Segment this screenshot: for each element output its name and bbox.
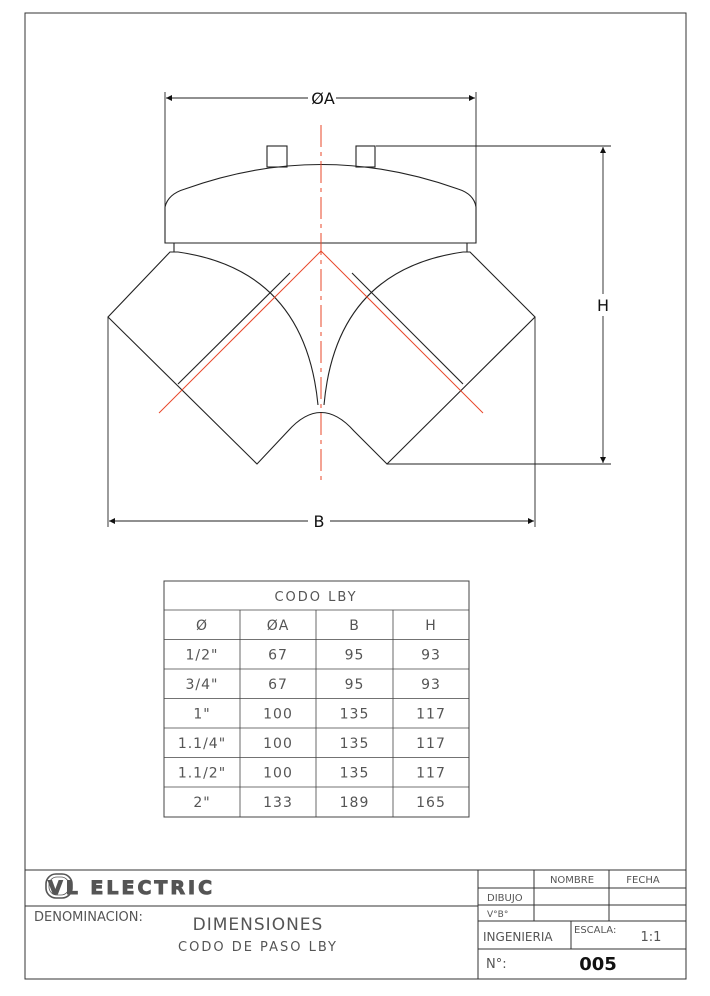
table-cell: 1" [193,706,211,723]
dim-a-label: ØA [311,89,335,108]
dimensions [108,92,611,527]
table-cell: 95 [344,676,365,693]
dibujo-label: DIBUJO [487,893,523,904]
table-cell: 135 [339,706,370,723]
fecha-label: FECHA [626,875,660,886]
cover-neck-right [463,243,467,252]
logo-text: VL ELECTRIC [48,877,216,899]
table-cell: 93 [421,647,441,664]
table-header-cell: ØA [266,617,290,634]
table-cell: 117 [416,765,446,782]
numero-label: N°: [486,957,507,972]
ingenieria-label: INGENIERIA [483,930,553,944]
vb-label: V°B° [487,910,509,920]
axis-left-branch [159,251,321,413]
escala-value: 1:1 [640,930,662,945]
cover-neck-left [174,243,178,252]
table-frame [164,581,469,817]
table-cell: 1.1/2" [177,765,227,782]
table-cell: 95 [344,647,365,664]
table-cell: 1.1/4" [177,735,227,752]
table-header-cell: H [425,617,437,634]
table-header-cell: Ø [195,617,209,634]
escala-label: ESCALA: [574,925,617,936]
nombre-label: NOMBRE [549,875,595,886]
company-logo [46,874,215,899]
table-cell: 67 [268,676,288,693]
table-cell: 135 [339,735,370,752]
title-sub: CODO DE PASO LBY [178,940,338,955]
table-cell: 133 [263,794,293,811]
table-header-cell: B [349,617,360,634]
numero-value: 005 [579,954,617,975]
dimension-table [164,581,469,817]
dim-b-label: B [313,512,325,531]
title-main: DIMENSIONES [192,915,324,935]
table-cell: 100 [263,735,293,752]
table-cell: 100 [263,706,293,723]
denominacion-label: DENOMINACION: [34,910,143,925]
table-cell: 1/2" [185,647,219,664]
table-title: CODO LBY [274,590,358,605]
table-cell: 93 [421,676,441,693]
table-cell: 3/4" [185,676,219,693]
cover-tab-left [267,146,287,167]
axis-lines [159,125,483,480]
table-cell: 100 [263,765,293,782]
table-cell: 117 [416,735,446,752]
table-cell: 135 [339,765,370,782]
axis-right-branch [321,251,483,413]
branch-edge-left [178,273,290,384]
cover-tab-right [356,146,375,167]
table-cell: 67 [268,647,288,664]
dim-h-label: H [596,296,610,315]
table-cell: 117 [416,706,446,723]
table-cell: 189 [339,794,370,811]
branch-edge-right [352,273,463,384]
table-cell: 2" [193,794,211,811]
table-cell: 165 [416,794,446,811]
